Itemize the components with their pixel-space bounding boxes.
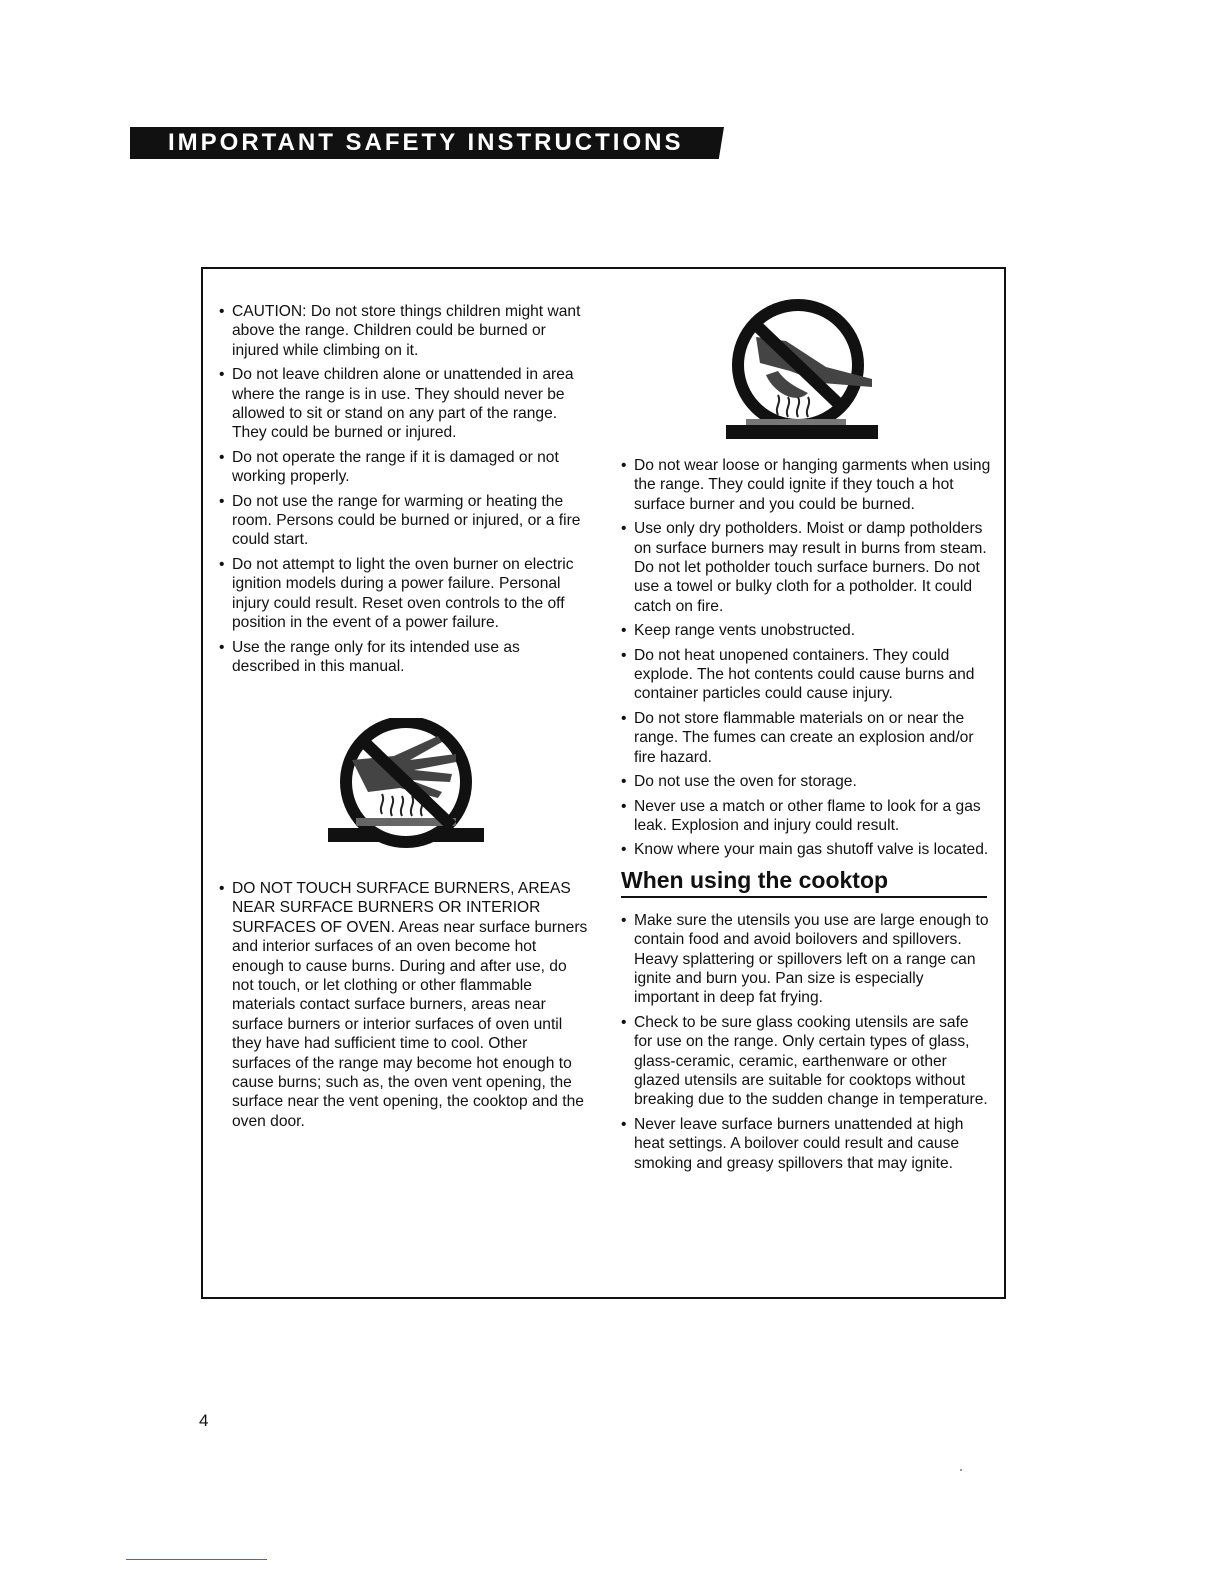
list-item: • Do not use the oven for storage. — [621, 772, 991, 791]
list-item: • Do not heat unopened containers. They could explode. The hot contents could cause burns and container particles could cause injury. — [621, 646, 991, 704]
list-item: • Do not leave children alone or unattended in area where the range is in use. They should never be allowed to sit or stand on any part of the range. They could be burned or injured. — [219, 365, 589, 443]
list-item: • Do not wear loose or hanging garments when using the range. They could ignite if they touch a hot surface burner and you could be burned. — [621, 456, 991, 514]
list-item: • Know where your main gas shutoff valve is located. — [621, 840, 991, 859]
list-item: • Do not operate the range if it is damaged or not working properly. — [219, 448, 589, 487]
list-item: • Make sure the utensils you use are large enough to contain food and avoid boilovers and spillovers. Heavy splattering or spillovers left on a range can ignite and burn you. Pan size is especially important in deep fat frying. — [621, 911, 991, 1008]
section-header: IMPORTANT SAFETY INSTRUCTIONS — [130, 127, 718, 159]
list-item: • CAUTION: Do not store things children might want above the range. Children could be burned or injured while climbing on it. — [219, 302, 589, 360]
list-item: • Check to be sure glass cooking utensils are safe for use on the range. Only certain types of glass, glass-ceramic, ceramic, earthenware or other glazed utensils are suitable for cooktops without breaking due to the sudden change in temperature. — [621, 1013, 991, 1110]
left-column — [219, 302, 589, 681]
list-item: • Do not store flammable materials on or near the range. The fumes can create an explosion and/or fire hazard. — [621, 709, 991, 767]
list-item: • Keep range vents unobstructed. — [621, 621, 991, 640]
list-item: • Do not attempt to light the oven burner on electric ignition models during a power failure. Personal injury could result. Reset oven controls to the off position in the event of a power failure. — [219, 555, 589, 633]
list-item: • Never leave surface burners unattended at high heat settings. A boilover could result and cause smoking and greasy spillovers that may ignite. — [621, 1115, 991, 1173]
left-list — [219, 302, 589, 676]
no-touch-burner-icon — [328, 718, 484, 850]
list-item: • Do not use the range for warming or heating the room. Persons could be burned or injured, or a fire could start. — [219, 492, 589, 550]
right-list — [621, 456, 991, 860]
list-item: • Use only dry potholders. Moist or damp potholders on surface burners may result in burns from steam. Do not let potholder touch surface burners. Do not use a towel or bulky cloth for a potholder. It could catch on fire. — [621, 519, 991, 616]
left-list-lower — [219, 879, 589, 1131]
page-number: 4 — [199, 1411, 209, 1430]
header-notch — [716, 127, 724, 159]
left-column-lower — [219, 879, 589, 1136]
footer-rule — [126, 1559, 267, 1560]
scan-speck — [960, 1469, 962, 1471]
list-item: • Use the range only for its intended use as described in this manual. — [219, 638, 589, 677]
cooktop-list — [621, 911, 991, 1173]
list-item: • Never use a match or other flame to look for a gas leak. Explosion and injury could result. — [621, 797, 991, 836]
right-column — [621, 456, 991, 1178]
section-heading: When using the cooktop — [621, 866, 987, 898]
no-loose-garments-icon — [726, 297, 878, 441]
list-item: • DO NOT TOUCH SURFACE BURNERS, AREAS NEAR SURFACE BURNERS OR INTERIOR SURFACES OF OVEN. Areas near surface burners and interior surfaces of an oven become hot enough to cause burns. During and after use, do not touch, or let clothing or other flammable materials contact surface burners, areas near surface burners or interior surfaces of oven until they have had sufficient time to cool. Other surfaces of the range may become hot enough to cause burns; such as, the oven vent opening, the surface near the vent opening, the cooktop and the oven door. — [219, 879, 589, 1131]
